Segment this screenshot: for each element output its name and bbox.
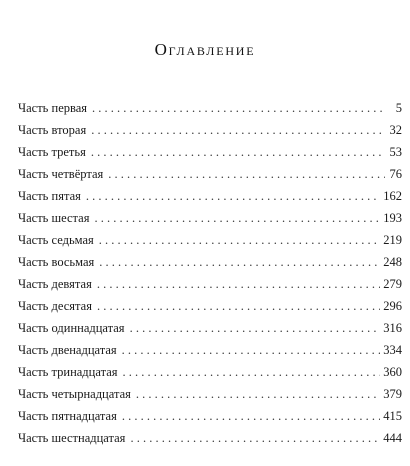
toc-entry-label: Часть пятая (18, 189, 81, 203)
toc-entry-page: 334 (383, 343, 402, 357)
dot-leader (97, 273, 380, 295)
toc-entry (18, 273, 402, 295)
toc-entry-label: Часть пятнадцатая (18, 409, 117, 423)
toc-entry-label: Часть тринадцатая (18, 365, 118, 379)
toc-entry-label: Часть четырнадцатая (18, 387, 131, 401)
toc-entry-page: 415 (383, 409, 402, 423)
toc-entry-label: Часть седьмая (18, 233, 94, 247)
toc-entry (18, 119, 402, 141)
toc-entry-page: 32 (389, 123, 402, 137)
toc-list (18, 97, 402, 449)
toc-entry-label: Часть шестая (18, 211, 90, 225)
toc-entry (18, 141, 402, 163)
toc-entry (18, 251, 402, 273)
toc-entry-page: 193 (383, 211, 402, 225)
dot-leader (136, 383, 380, 405)
dot-leader (99, 251, 380, 273)
page-title: Оглавление (154, 40, 256, 59)
toc-entry-label: Часть восьмая (18, 255, 95, 269)
dot-leader (97, 295, 380, 317)
dot-leader (92, 97, 385, 119)
toc-entry (18, 97, 402, 119)
dot-leader (91, 119, 385, 141)
toc-entry-label: Часть четвёртая (18, 167, 104, 181)
toc-entry-page: 53 (389, 145, 402, 159)
dot-leader (122, 339, 381, 361)
toc-entry (18, 339, 402, 361)
toc-entry-label: Часть девятая (18, 277, 92, 291)
toc-entry (18, 207, 402, 229)
dot-leader (123, 361, 381, 383)
dot-leader (130, 317, 381, 339)
toc-entry-page: 316 (383, 321, 402, 335)
toc-entry (18, 229, 402, 251)
toc-entry-page: 248 (383, 255, 402, 269)
toc-entry-page: 379 (383, 387, 402, 401)
toc-entry-label: Часть шестнадцатая (18, 431, 126, 445)
toc-entry-page: 162 (383, 189, 402, 203)
toc-entry-label: Часть вторая (18, 123, 87, 137)
toc-entry (18, 317, 402, 339)
toc-entry-label: Часть двенадцатая (18, 343, 117, 357)
toc-entry-page: 5 (395, 101, 402, 115)
toc-entry (18, 405, 402, 427)
toc-entry-page: 296 (383, 299, 402, 313)
toc-entry-page: 444 (383, 431, 402, 445)
dot-leader (108, 163, 385, 185)
toc-entry (18, 383, 402, 405)
toc-entry-page: 76 (389, 167, 402, 181)
toc-entry-page: 360 (383, 365, 402, 379)
dot-leader (130, 427, 380, 449)
toc-entry (18, 427, 402, 449)
toc-entry (18, 361, 402, 383)
toc-entry-label: Часть третья (18, 145, 86, 159)
toc-entry-page: 219 (383, 233, 402, 247)
dot-leader (99, 229, 380, 251)
dot-leader (94, 207, 380, 229)
toc-entry (18, 185, 402, 207)
dot-leader (91, 141, 385, 163)
toc-entry-page: 279 (383, 277, 402, 291)
toc-entry (18, 295, 402, 317)
toc-entry-label: Часть десятая (18, 299, 92, 313)
toc-entry (18, 163, 402, 185)
toc-entry-label: Часть первая (18, 101, 88, 115)
toc-entry-label: Часть одиннадцатая (18, 321, 125, 335)
dot-leader (122, 405, 380, 427)
dot-leader (86, 185, 380, 207)
